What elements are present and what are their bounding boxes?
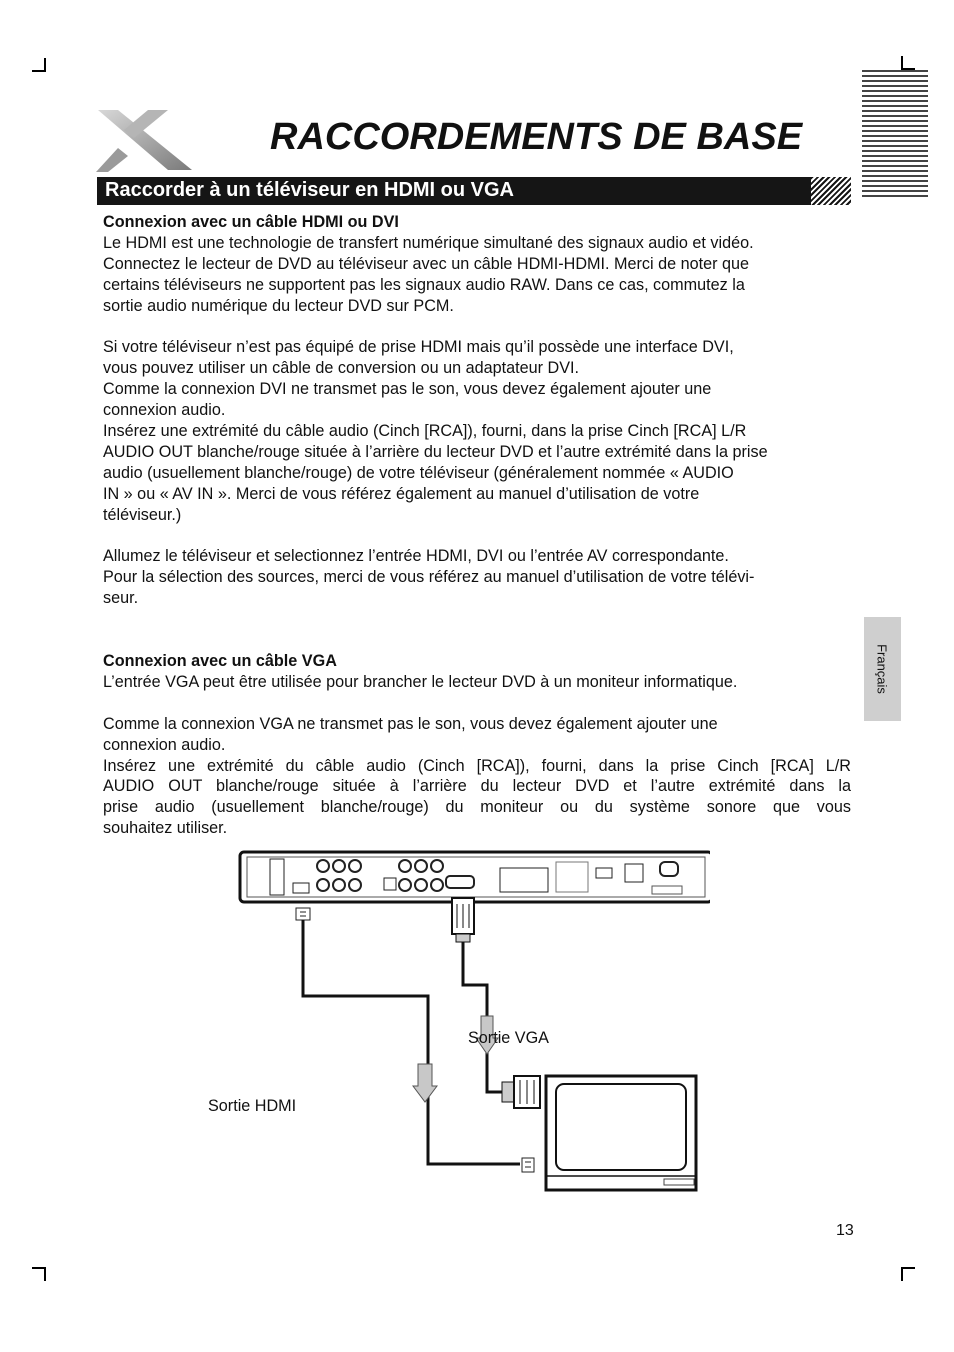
text-line: connexion audio. <box>103 401 226 420</box>
crop-mark-bottom-left <box>32 1267 46 1281</box>
text-line: vous pouvez utiliser un câble de conversion ou un adaptateur DVI. <box>103 359 580 378</box>
text-line: prise audio (usuellement blanche/rouge) du moniteur ou du système sonore que vous <box>103 798 851 817</box>
crop-mark-top-left <box>32 58 46 72</box>
text-line: Pour la sélection des sources, merci de vous référez au manuel d’utilisation de votre télévi- <box>103 568 755 587</box>
text-line: souhaitez utiliser. <box>103 819 228 838</box>
text-line: audio (usuellement blanche/rouge) de votre téléviseur (généralement nommée « AUDIO <box>103 463 734 482</box>
text-line: certains téléviseurs ne supportent pas les signaux audio RAW. Dans ce cas, commutez la <box>103 275 745 294</box>
page-number: 13 <box>836 1222 854 1239</box>
decorative-stripes <box>862 70 928 200</box>
text-line: Allumez le téléviseur et selectionnez l’entrée HDMI, DVI ou l’entrée AV correspondante. <box>103 547 729 566</box>
text-line: Insérez une extrémité du câble audio (Cinch [RCA]), fourni, dans la prise Cinch [RCA] L/R <box>103 756 851 775</box>
crop-mark-bottom-right <box>901 1267 915 1281</box>
page-title: RACCORDEMENTS DE BASE <box>270 116 803 158</box>
section-title: Raccorder à un téléviseur en HDMI ou VGA <box>105 179 514 201</box>
vga-cable <box>452 898 540 1108</box>
text-line: L’entrée VGA peut être utilisée pour brancher le lecteur DVD à un moniteur informatique. <box>103 672 738 691</box>
body-text <box>103 212 851 839</box>
connection-diagram <box>200 846 710 1196</box>
text-line: Le HDMI est une technologie de transfert numérique simultané des signaux audio et vidéo. <box>103 233 754 252</box>
section-header-bar <box>97 177 851 205</box>
language-label: Français <box>874 644 890 694</box>
text-line: Comme la connexion DVI ne transmet pas le son, vous devez également ajouter une <box>103 380 712 399</box>
text-line: IN » ou « AV IN ». Merci de vous référez également au manuel d’utilisation de votre <box>103 484 700 503</box>
brand-x-logo <box>96 108 194 174</box>
text-line: seur. <box>103 589 139 608</box>
text-line: Comme la connexion VGA ne transmet pas le son, vous devez également ajouter une <box>103 714 718 733</box>
vga-heading: Connexion avec un câble VGA <box>103 651 337 670</box>
crop-mark-top-right <box>901 56 915 70</box>
text-line: sortie audio numérique du lecteur DVD sur PCM. <box>103 296 454 315</box>
tv-monitor <box>546 1076 696 1190</box>
text-line: Connectez le lecteur de DVD au téléviseur avec un câble HDMI-HDMI. Merci de noter que <box>103 254 749 273</box>
hdmi-output-label: Sortie HDMI <box>208 1097 297 1115</box>
text-line: AUDIO OUT blanche/rouge située à l’arrière du lecteur DVD et l’autre extrémité dans la <box>103 777 851 796</box>
section-bar-pattern <box>811 177 851 205</box>
text-line: téléviseur.) <box>103 505 182 524</box>
vga-output-label: Sortie VGA <box>468 1029 549 1047</box>
text-line: connexion audio. <box>103 735 226 754</box>
dvd-player-rear-panel <box>240 852 710 902</box>
text-line: Insérez une extrémité du câble audio (Cinch [RCA]), fourni, dans la prise Cinch [RCA] L/R <box>103 422 747 441</box>
text-line: AUDIO OUT blanche/rouge située à l’arrière du lecteur DVD et l’autre extrémité dans la prise <box>103 442 768 461</box>
hdmi-heading: Connexion avec un câble HDMI ou DVI <box>103 213 399 231</box>
text-line: Si votre téléviseur n’est pas équipé de prise HDMI mais qu’il possède une interface DVI, <box>103 338 734 357</box>
language-tab <box>864 617 901 721</box>
